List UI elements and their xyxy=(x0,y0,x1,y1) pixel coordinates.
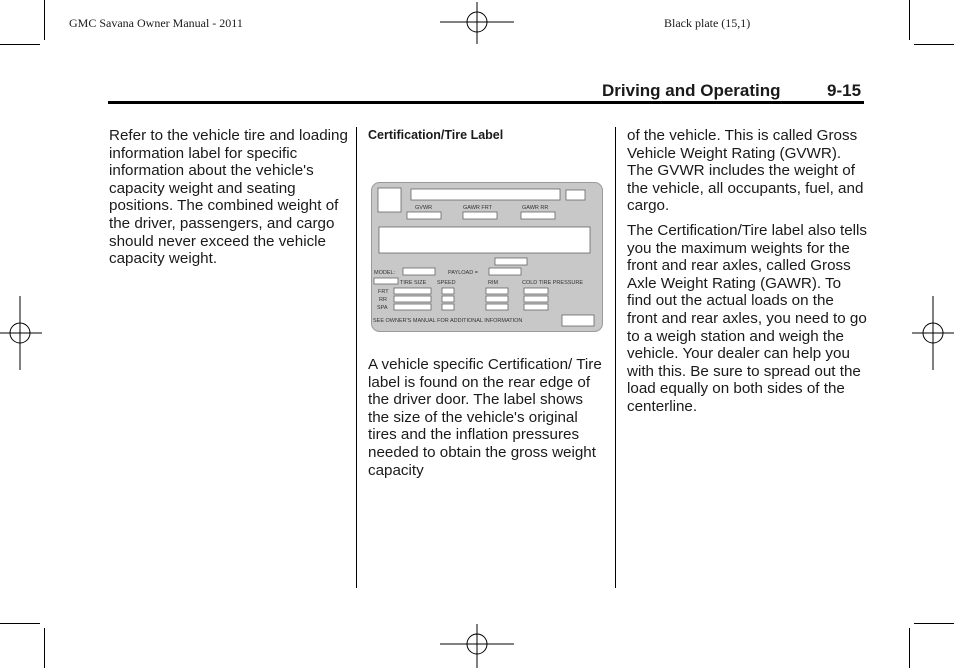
column-3 xyxy=(627,127,867,423)
manual-title: GMC Savana Owner Manual - 2011 xyxy=(69,16,243,30)
crop-mark-bottom-left-horizontal xyxy=(0,623,40,624)
column-divider-2 xyxy=(615,127,616,588)
column-divider-1 xyxy=(356,127,357,588)
label-payload: PAYLOAD = xyxy=(448,270,478,276)
plate-info: Black plate (15,1) xyxy=(664,16,751,30)
label-gvwr: GVWR xyxy=(415,205,433,211)
label-speed: SPEED xyxy=(437,280,456,286)
crop-mark-top-right-vertical xyxy=(909,0,910,40)
crop-mark-bottom-left-vertical xyxy=(44,628,45,668)
registration-mark-top xyxy=(440,2,514,46)
registration-mark-right xyxy=(912,296,954,370)
label-spa: SPA xyxy=(377,305,388,311)
registration-mark-bottom xyxy=(440,624,514,668)
crop-mark-top-left-vertical xyxy=(44,0,45,40)
column-2-text xyxy=(368,356,608,486)
page-number: 9-15 xyxy=(827,81,862,100)
column-1 xyxy=(109,127,349,275)
crop-mark-bottom-right-vertical xyxy=(909,628,910,668)
label-frt: FRT xyxy=(378,289,389,295)
paragraph-label-location: A vehicle specific Certification/ Tire label is found on the rear edge of the driver door. The label shows the size of the vehicle's original tires and the inflation pressures needed to obtain the gross weight capacity xyxy=(368,356,602,479)
figure-caption: Certification/Tire Label xyxy=(368,128,504,142)
section-title: Driving and Operating xyxy=(602,81,781,100)
header-rule xyxy=(108,101,864,104)
certification-tire-label-illustration xyxy=(371,182,603,332)
crop-mark-top-right-horizontal xyxy=(914,44,954,45)
crop-mark-bottom-right-horizontal xyxy=(914,623,954,624)
label-rim: RIM xyxy=(488,280,499,286)
label-gawr-frt: GAWR FRT xyxy=(463,205,493,211)
label-rr: RR xyxy=(379,297,387,303)
label-footer: SEE OWNER'S MANUAL FOR ADDITIONAL INFORMATION xyxy=(373,318,523,324)
paragraph-gawr: The Certification/Tire label also tells you the maximum weights for the front and rear axles, called Gross Axle Weight Rating (GAWR). To find out the actual loads on the front and rear axles, you need to go to a weigh station and weigh the vehicle. Your dealer can help you with this. Be sure to spread out the load equally on both sides of the centerline. xyxy=(627,221,868,415)
label-model: MODEL: xyxy=(374,270,396,276)
registration-mark-left xyxy=(0,296,42,370)
label-cold-tire-pressure: COLD TIRE PRESSURE xyxy=(522,280,584,286)
crop-mark-top-left-horizontal xyxy=(0,44,40,45)
paragraph-capacity-weight: Refer to the vehicle tire and loading information label for specific information about the vehicle's capacity weight and seating positions. The combined weight of the driver, passengers, and cargo should never exceed the vehicle capacity weight. xyxy=(109,127,348,268)
label-gawr-rr: GAWR RR xyxy=(522,205,549,211)
paragraph-gvwr: of the vehicle. This is called Gross Vehicle Weight Rating (GVWR). The GVWR includes the weight of the vehicle, all occupants, fuel, and cargo. xyxy=(627,127,864,215)
label-tire-size: TIRE SIZE xyxy=(400,280,427,286)
